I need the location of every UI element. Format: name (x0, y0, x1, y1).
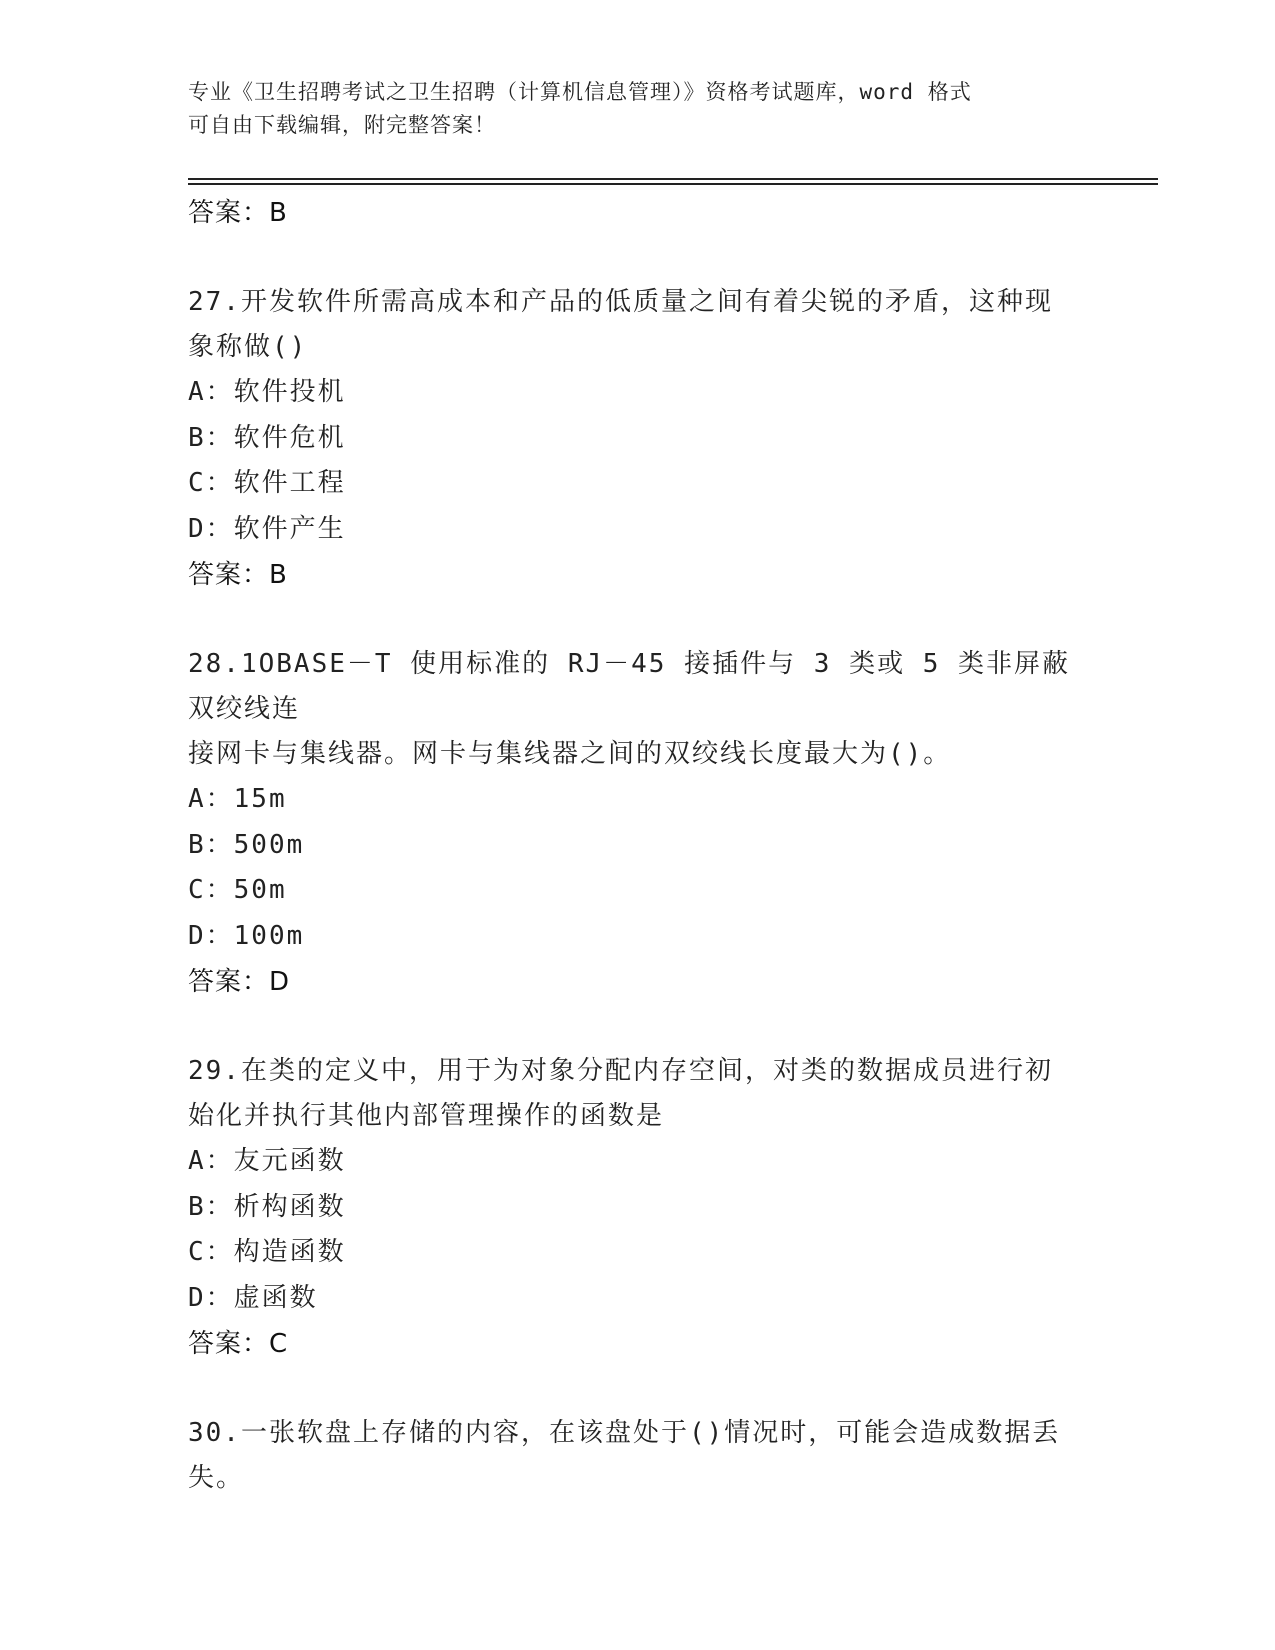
question-stem: 始化并执行其他内部管理操作的函数是 (188, 1101, 665, 1131)
option-c: C：软件工程 (188, 468, 346, 498)
answer-line: 答案：B (188, 198, 288, 228)
question-30 (188, 1411, 1088, 1501)
header-divider-top (188, 178, 1158, 180)
option-a: A：友元函数 (188, 1146, 346, 1176)
header-line-1: 专业《卫生招聘考试之卫生招聘（计算机信息管理）》资格考试题库，word 格式 (188, 80, 972, 104)
question-stem: 接网卡与集线器。网卡与集线器之间的双绞线长度最大为()。 (188, 739, 952, 769)
answer-line: 答案：C (188, 1329, 289, 1359)
question-28 (188, 642, 1088, 1005)
header-divider-bottom (188, 183, 1158, 185)
option-b: B：500m (188, 829, 305, 860)
spacer (188, 1005, 1088, 1049)
answer-line: 答案：B (188, 560, 288, 590)
option-d: D：虚函数 (188, 1282, 318, 1313)
question-27 (188, 280, 1088, 598)
spacer (188, 598, 1088, 642)
header-line-2: 可自由下载编辑，附完整答案！ (188, 113, 496, 137)
option-b: B：析构函数 (188, 1191, 346, 1222)
option-a: A：15m (188, 784, 287, 814)
question-stem: 29.在类的定义中，用于为对象分配内存空间，对类的数据成员进行初 (188, 1056, 1053, 1086)
option-d: D：100m (188, 920, 305, 951)
document-header (188, 76, 1088, 142)
answer-line: 答案：D (188, 967, 291, 997)
question-stem: 28.1OBASE－T 使用标准的 RJ－45 接插件与 3 类或 5 类非屏蔽双绞线连 (188, 649, 1071, 724)
option-a: A：软件投机 (188, 377, 346, 407)
question-stem: 30.一张软盘上存储的内容，在该盘处于()情况时，可能会造成数据丢 (188, 1418, 1061, 1448)
spacer (188, 1367, 1088, 1411)
question-stem: 失。 (188, 1463, 245, 1493)
option-d: D：软件产生 (188, 513, 346, 544)
question-29 (188, 1049, 1088, 1367)
question-stem: 27.开发软件所需高成本和产品的低质量之间有着尖锐的矛盾，这种现 (188, 287, 1053, 317)
option-c: C：构造函数 (188, 1237, 346, 1267)
option-b: B：软件危机 (188, 422, 346, 453)
question-stem: 象称做() (188, 332, 308, 362)
option-c: C：50m (188, 875, 287, 905)
question-list (188, 190, 1088, 1501)
